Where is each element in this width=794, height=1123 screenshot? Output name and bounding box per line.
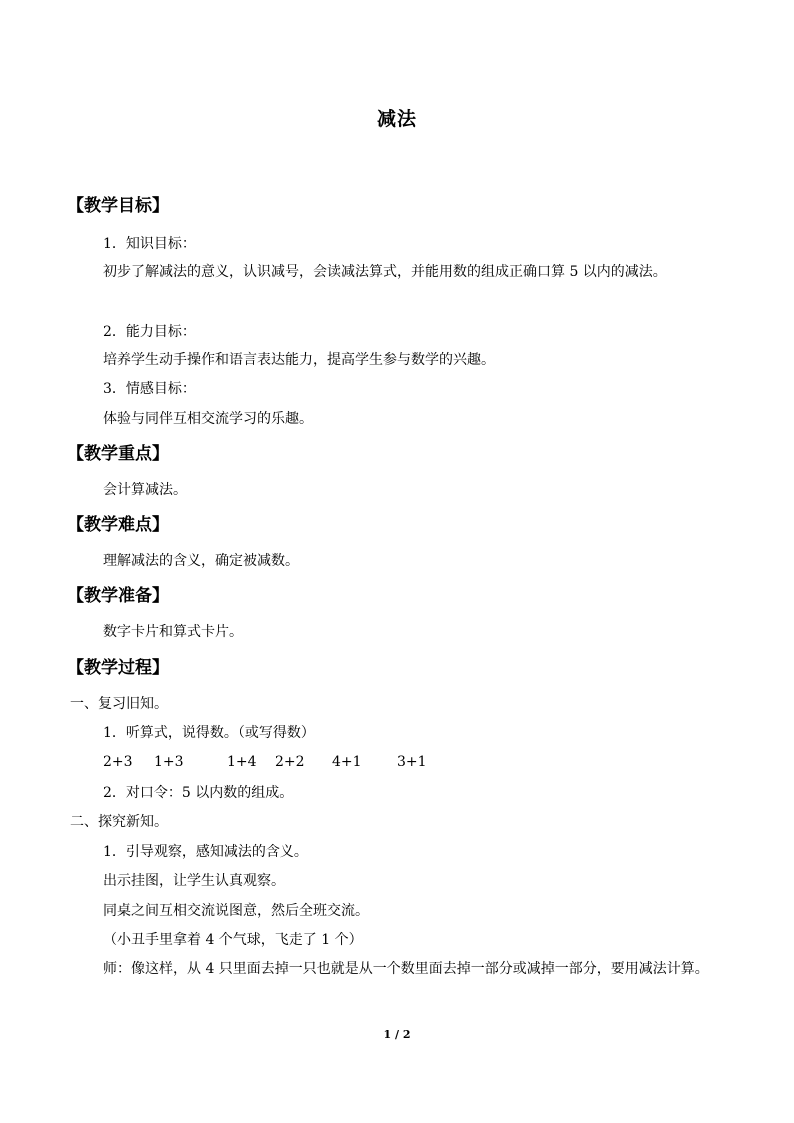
key-points-text: 会计算减法。 xyxy=(103,482,187,498)
page-number: 1 / 2 xyxy=(383,1028,411,1041)
expression-item: 3+1 xyxy=(397,754,427,770)
expression-item: 4+1 xyxy=(332,754,362,770)
difficulties-text: 理解减法的含义，确定被减数。 xyxy=(103,553,299,569)
heading-key-points: 【教学重点】 xyxy=(67,444,169,464)
expression-item: 2+3 xyxy=(103,754,133,770)
explore-line-2: 同桌之间互相交流说图意，然后全班交流。 xyxy=(103,903,369,919)
expression-item: 2+2 xyxy=(275,754,305,770)
heading-difficulties: 【教学难点】 xyxy=(67,515,169,535)
expression-item: 1+3 xyxy=(154,754,184,770)
knowledge-objective-text: 初步了解减法的意义，认识减号，会读减法算式，并能用数的组成正确口算 5 以内的减法。 xyxy=(103,264,667,280)
teacher-explanation: 师：像这样，从 4 只里面去掉一只也就是从一个数里面去掉一部分或减掉一部分，要用减法计算。 xyxy=(103,961,709,977)
ability-objective-label: 2．能力目标： xyxy=(103,324,196,340)
document-title: 减法 xyxy=(376,108,417,130)
heading-process: 【教学过程】 xyxy=(67,658,169,678)
knowledge-objective-label: 1．知识目标： xyxy=(103,236,196,252)
heading-preparation: 【教学准备】 xyxy=(67,586,169,606)
explore-line-3: （小丑手里拿着 4 个气球，飞走了 1 个） xyxy=(103,932,363,948)
emotion-objective-label: 3．情感目标： xyxy=(103,381,196,397)
review-step-1: 1．听算式，说得数。（或写得数） xyxy=(103,725,315,741)
emotion-objective-text: 体验与同伴互相交流学习的乐趣。 xyxy=(103,411,313,427)
explore-step-1: 1．引导观察，感知减法的含义。 xyxy=(103,844,308,860)
review-step-2: 2．对口令：5 以内数的组成。 xyxy=(103,785,294,801)
preparation-text: 数字卡片和算式卡片。 xyxy=(103,624,243,640)
heading-objectives: 【教学目标】 xyxy=(67,196,169,216)
review-title: 一、复习旧知。 xyxy=(70,696,168,712)
expression-item: 1+4 xyxy=(227,754,257,770)
ability-objective-text: 培养学生动手操作和语言表达能力，提高学生参与数学的兴趣。 xyxy=(103,352,495,368)
explore-line-1: 出示挂图，让学生认真观察。 xyxy=(103,873,285,889)
explore-title: 二、探究新知。 xyxy=(70,814,168,830)
